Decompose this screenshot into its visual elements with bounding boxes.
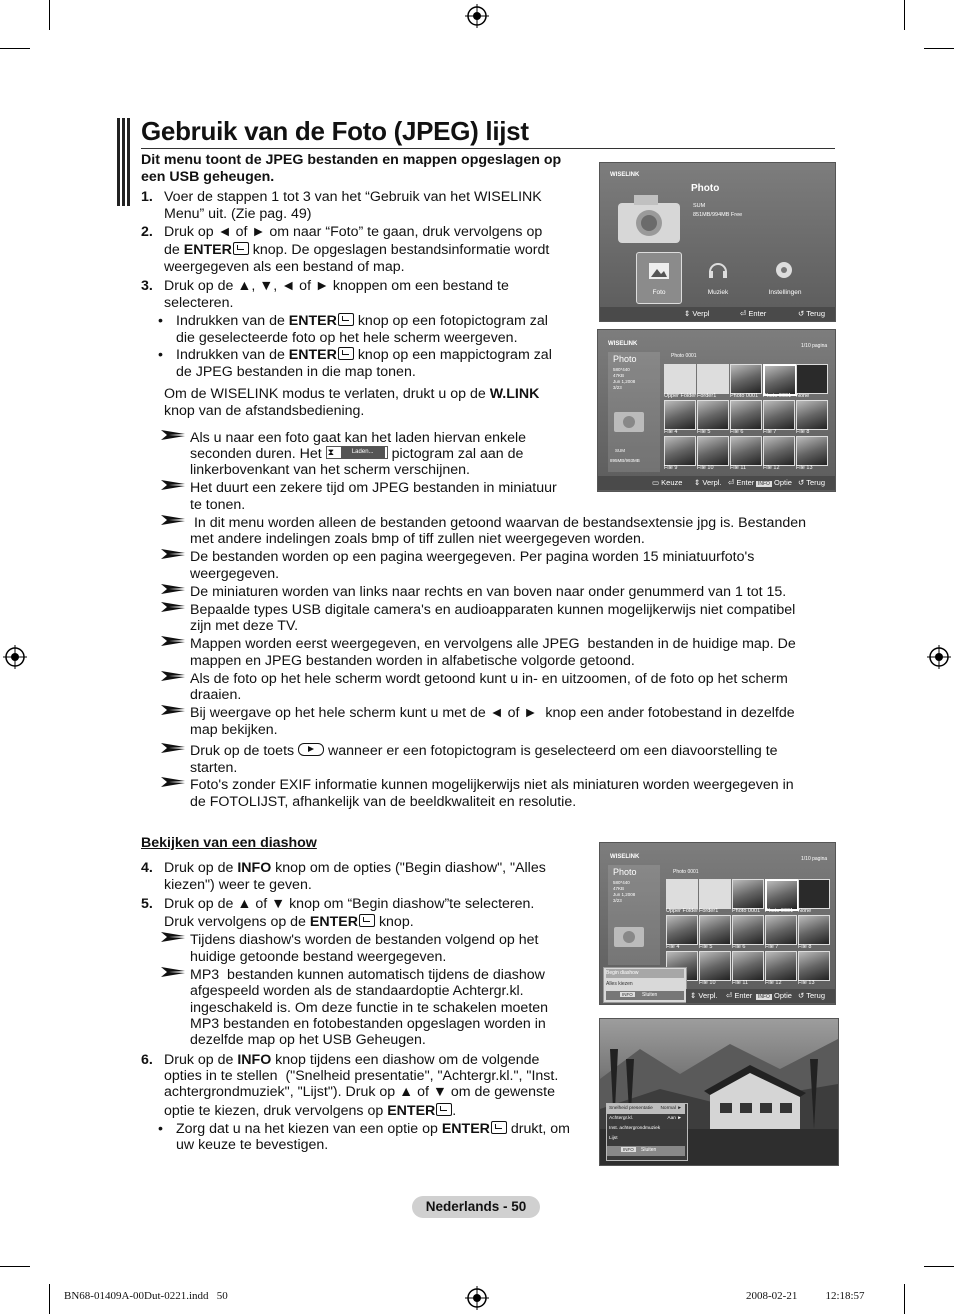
screen-heading: Photo xyxy=(691,183,720,194)
step-5-text: Druk vervolgens op de xyxy=(164,914,310,930)
headphones-icon xyxy=(706,258,730,282)
thumbnail-label: Photo 0001 xyxy=(765,908,794,914)
enter-key-label: ENTER xyxy=(288,347,337,363)
photo-thumbnail[interactable] xyxy=(796,436,828,466)
bar-label: Optie xyxy=(774,478,792,487)
note-3-line2: met andere indelingen zoals bmp of tiff zullen niet weergegeven worden. xyxy=(190,531,645,547)
meta-size: 47KB xyxy=(613,886,625,891)
footer-date: 2008-02-21 ￿￿ 12:18:57 xyxy=(746,1290,865,1302)
exit-label[interactable]: Sluiten xyxy=(641,1147,657,1153)
bullet-text: knop op een mappictogram zal xyxy=(353,347,552,363)
photo-thumbnail[interactable] xyxy=(763,364,797,396)
note-6-line2: zijn met deze TV. xyxy=(190,618,299,634)
screen-heading: Photo xyxy=(613,354,637,364)
note-text: pictogram zal aan de xyxy=(391,446,524,462)
folder-thumbnail[interactable] xyxy=(699,879,731,909)
bar-label: Terug xyxy=(806,991,825,1000)
note-10-line2: starten. xyxy=(190,760,238,776)
folder-name: Photo 0001 xyxy=(673,869,699,875)
info-badge: INFO xyxy=(758,481,770,487)
step-2-text: de xyxy=(164,242,184,258)
camera-icon xyxy=(614,189,684,247)
thumbnail-label: File 5 xyxy=(697,429,711,435)
intro-text: Dit menu toont de JPEG bestanden en mappen opgeslagen op een USB geheugen. xyxy=(141,152,562,185)
slideshow-option-row[interactable] xyxy=(607,1114,685,1124)
enter-icon xyxy=(338,313,354,326)
photo-thumbnail[interactable] xyxy=(798,879,830,909)
play-key-icon xyxy=(298,743,324,756)
step-4-text: knop om de opties ("Begin diashow", "Alles xyxy=(271,860,546,876)
crop-mark xyxy=(924,48,954,49)
photo-thumbnail[interactable] xyxy=(697,436,729,466)
photo-thumbnail[interactable] xyxy=(765,879,799,911)
diashow-note-2-line1: MP3 bestanden kunnen automatisch tijdens de diashow xyxy=(190,967,545,983)
thumbnail-label: None xyxy=(798,908,812,914)
enter-key-label: ENTER xyxy=(183,242,232,258)
enter-key-label: ENTER xyxy=(288,313,337,329)
note-6-line1: Bepaalde types USB digitale camera's en audioapparaten kunnen mogelijkerwijs niet compatibel xyxy=(190,602,796,618)
crop-mark xyxy=(49,1284,50,1314)
crop-mark xyxy=(904,1284,905,1314)
options-popup xyxy=(603,967,687,1003)
bullet-text: Indrukken van de xyxy=(176,313,289,329)
wlink-key-label: W.LINK xyxy=(489,386,540,402)
screen-bottom-bar xyxy=(686,989,835,1003)
folder-thumbnail[interactable] xyxy=(664,364,696,394)
title-bar-decoration xyxy=(117,118,131,206)
slideshow-option-row[interactable] xyxy=(607,1104,685,1114)
device-name: SUM xyxy=(693,203,706,209)
diashow-note-2-line3: ingeschakeld is. Om deze functie in te schakelen moeten xyxy=(190,1000,549,1016)
bullet-2-line1 xyxy=(176,347,552,364)
diashow-note-2-line4: MP3 bestanden en fotobestanden opgeslagen worden in xyxy=(190,1016,546,1032)
back-hint: ↺ Terug xyxy=(798,478,825,487)
bullet-dot: • xyxy=(158,313,163,329)
option-value: Normal ► xyxy=(660,1106,682,1111)
title-rule xyxy=(141,148,835,149)
note-arrow-icon xyxy=(161,549,185,559)
option-label: Snelheid presentatie xyxy=(609,1106,653,1111)
thumbnail-label: File 5 xyxy=(699,944,713,950)
registration-mark-icon xyxy=(465,4,489,28)
bullet-text: Zorg dat u na het kiezen van een optie op xyxy=(176,1121,442,1137)
note-8-line1: Als de foto op het hele scherm wordt getoond kunt u in- en uitzoomen, of de foto op het scherm xyxy=(190,671,788,687)
thumbnail-label: File 13 xyxy=(796,465,813,471)
screen-heading: Photo xyxy=(613,867,637,877)
bar-label: Optie xyxy=(774,991,792,1000)
thumbnail-label: Photo 0001 xyxy=(730,393,759,399)
photo-thumbnail[interactable] xyxy=(765,951,797,981)
thumbnail-label: File 7 xyxy=(765,944,779,950)
exit-label[interactable]: Sluiten xyxy=(642,992,658,998)
bullet-text: drukt, om xyxy=(506,1121,570,1137)
enter-hint: ⏎ Enter xyxy=(726,991,753,1000)
thumbnail-label: Upper Folder xyxy=(664,393,697,399)
info-badge: INFO xyxy=(623,1147,634,1152)
option-label: Lijst xyxy=(609,1136,618,1141)
thumbnail-label: File 4 xyxy=(666,944,680,950)
photo-thumbnail[interactable] xyxy=(664,400,696,430)
note-10-line1 xyxy=(190,743,778,760)
note-arrow-icon xyxy=(161,932,185,942)
note-9-line2: map bekijken. xyxy=(190,722,278,738)
menu-item-instellingen[interactable]: Instellingen xyxy=(768,289,802,296)
slideshow-option-row[interactable] xyxy=(607,1124,685,1134)
bullet-text: knop op een fotopictogram zal xyxy=(353,313,548,329)
note-arrow-icon xyxy=(161,743,185,753)
device-name: SUM xyxy=(615,448,625,453)
diashow-note-1-line2: huidige getoonde bestand weergegeven. xyxy=(190,949,447,965)
photo-thumbnail[interactable] xyxy=(798,915,830,945)
enter-key-label: ENTER xyxy=(309,914,358,930)
thumbnail-label: File 11 xyxy=(732,980,749,986)
page-indicator: 1/10 pagina xyxy=(801,856,828,862)
step-2-text: knop. De opgeslagen bestandsinformatie wordt xyxy=(248,242,550,258)
move-hint: ⇕ Verpl. xyxy=(690,991,718,1000)
thumbnail-label: File 13 xyxy=(798,980,815,986)
enter-icon xyxy=(338,347,354,360)
photo-thumbnail[interactable] xyxy=(730,436,762,466)
photo-thumbnail[interactable] xyxy=(763,436,795,466)
enter-icon xyxy=(233,242,249,255)
note-2-line2: te tonen. xyxy=(190,497,246,513)
photo-thumbnail[interactable] xyxy=(765,915,797,945)
note-4-line1: De bestanden worden op een pagina weergegeven. Per pagina worden 15 miniatuurfoto's xyxy=(190,549,755,565)
photo-thumbnail[interactable] xyxy=(732,879,764,909)
meta-index: 3/23 xyxy=(613,385,622,390)
enter-hint: ⏎ Enter xyxy=(728,478,755,487)
screen-photo-list-options xyxy=(599,842,836,1005)
crop-mark xyxy=(904,0,905,30)
device-size: 851MB/994MB Free xyxy=(693,212,743,218)
step-2-line2 xyxy=(164,242,549,259)
bullet-text: Indrukken van de xyxy=(176,347,289,363)
note-text: Druk op de toets xyxy=(190,743,295,759)
thumbnail-label: File 12 xyxy=(765,980,782,986)
loading-label: Laden... xyxy=(341,447,385,458)
screen-slideshow xyxy=(599,1018,839,1166)
step-6-text: Druk op de xyxy=(164,1052,238,1068)
photo-thumbnail[interactable] xyxy=(666,915,698,945)
meta-resolution: 580*440 xyxy=(613,367,630,372)
bullet-1-line1 xyxy=(176,313,548,330)
screen-bottom-bar xyxy=(600,307,835,321)
hourglass-icon: ⧗ xyxy=(327,447,335,457)
screen-photo-list xyxy=(597,329,836,492)
note-1-line1: Als u naar een foto gaat kan het laden hiervan enkele xyxy=(190,430,527,446)
meta-date: Jun 1,2008 xyxy=(613,892,636,897)
enter-hint: ⏎ Enter xyxy=(740,309,767,318)
wiselink-logo: WISELINK xyxy=(610,172,640,178)
camera-icon xyxy=(612,406,646,434)
step-3-line1: Druk op de ▲, ▼, ◄ of ► knoppen om een bestand te xyxy=(164,278,509,294)
footer-file: BN68-01409A-00Dut-0221.indd 50 xyxy=(64,1290,228,1302)
option-value: Aan ► xyxy=(667,1116,682,1121)
step-3-line2: selecteren. xyxy=(164,295,234,311)
photo-thumbnail[interactable] xyxy=(697,400,729,430)
thumbnail-label: File 9 xyxy=(664,465,678,471)
note-arrow-icon xyxy=(161,777,185,787)
meta-resolution: 580*440 xyxy=(613,880,630,885)
enter-key-label: ENTER xyxy=(387,1103,436,1119)
step-number: 3. xyxy=(141,278,153,294)
photo-thumbnail[interactable] xyxy=(732,915,764,945)
step-6-line3: achtergrondmuziek", "Lijst"). Druk op ▲ of ▼ om de gewenste xyxy=(164,1084,555,1100)
crop-mark xyxy=(924,1266,954,1267)
step-number: 6. xyxy=(141,1052,153,1068)
thumbnail-label: Forder1 xyxy=(699,908,719,914)
note-3-line1: In dit menu worden alleen de bestanden getoond waarvan de bestandsextensie jpg is. Bestanden xyxy=(190,515,807,531)
diashow-note-1-line1: Tijdens diashow's worden de bestanden volgend op het xyxy=(190,932,539,948)
photo-thumbnail[interactable] xyxy=(699,951,731,981)
note-4-line2: weergegeven. xyxy=(190,566,280,582)
step-6-text: . xyxy=(452,1103,457,1119)
section-heading: Bekijken van een diashow xyxy=(141,835,317,851)
note-11-line1: Foto's zonder EXIF informatie kunnen mogelijkerwijs niet als miniaturen worden weergegeven in xyxy=(190,777,794,793)
photo-thumbnail[interactable] xyxy=(796,400,828,430)
note-text: wanneer er een fotopictogram is geselecteerd om een diavoorstelling te xyxy=(328,743,778,759)
bullet-2-line2: de JPEG bestanden in die map tonen. xyxy=(176,364,416,380)
folder-thumbnail[interactable] xyxy=(666,879,698,909)
step-6-line1 xyxy=(164,1052,539,1069)
screen-wiselink-menu xyxy=(599,162,836,322)
bar-label: Enter xyxy=(748,309,767,318)
step-6-text: optie te kiezen, druk vervolgens op xyxy=(164,1103,388,1119)
thumbnail-label: Forder1 xyxy=(697,393,717,399)
enter-icon xyxy=(491,1121,507,1134)
page-indicator: 1/10 pagina xyxy=(801,343,828,349)
wiselink-logo: WISELINK xyxy=(608,341,638,347)
folder-thumbnail[interactable] xyxy=(697,364,729,394)
popup-footer xyxy=(607,1146,685,1156)
bar-label: Keuze xyxy=(661,478,683,487)
note-arrow-icon xyxy=(161,515,185,525)
back-hint: ↺ Terug xyxy=(798,309,825,318)
crop-mark xyxy=(0,1266,30,1267)
note-9-line1: Bij weergave op het hele scherm kunt u met de ◄ of ► knop een ander fotobestand in dezelfde xyxy=(190,705,795,721)
thumbnail-label: File 7 xyxy=(763,429,777,435)
info-hint xyxy=(756,476,792,491)
thumbnail-label: File 8 xyxy=(796,429,810,435)
note-7-line2: mappen en JPEG bestanden worden in alfabetische volgorde getoond. xyxy=(190,653,635,669)
photo-thumbnail[interactable] xyxy=(664,436,696,466)
note-7-line1: Mappen worden eerst weergegeven, en vervolgens alle JPEG bestanden in de huidige map. De xyxy=(190,636,796,652)
slideshow-option-list xyxy=(607,1104,685,1144)
screen-bottom-bar xyxy=(598,476,835,490)
option-label: Achtergr.kl. xyxy=(609,1116,633,1121)
meta-size: 47KB xyxy=(613,373,625,378)
info-badge: INFO xyxy=(758,994,770,1000)
thumbnail-label: File 10 xyxy=(697,465,714,471)
thumbnail-grid xyxy=(664,364,830,470)
wiselink-logo: WISELINK xyxy=(610,854,640,860)
slideshow-option-row[interactable] xyxy=(607,1134,685,1144)
note-arrow-icon xyxy=(161,636,185,646)
crop-mark xyxy=(0,48,30,49)
step-6-text: knop tijdens een diashow om de volgende xyxy=(271,1052,540,1068)
note-8-line2: draaien. xyxy=(190,687,242,703)
bar-label: Terug xyxy=(806,478,825,487)
registration-mark-icon xyxy=(465,1286,489,1310)
thumbnail-grid xyxy=(666,879,832,985)
settings-gear-icon xyxy=(772,258,796,282)
info-key-label: INFO xyxy=(237,1052,272,1068)
thumbnail-label: File 6 xyxy=(730,429,744,435)
note-arrow-icon xyxy=(161,967,185,977)
thumbnail-label: File 10 xyxy=(699,980,716,986)
move-hint: ⇕ Verpl xyxy=(684,309,710,318)
diashow-bullet-line2: uw keuze te bevestigen. xyxy=(176,1137,329,1153)
diashow-note-2-line5: dezelfde map op het USB Geheugen. xyxy=(190,1032,426,1048)
move-hint: ⇕ Verpl. xyxy=(694,478,722,487)
photo-thumbnail[interactable] xyxy=(732,951,764,981)
thumbnail-label: File 12 xyxy=(763,465,780,471)
step-6-line4 xyxy=(164,1103,456,1120)
loading-indicator xyxy=(326,446,388,459)
note-arrow-icon xyxy=(161,671,185,681)
diashow-note-2-line2: afgespeeld worden als de standaardoptie Achtergr.kl. xyxy=(190,983,524,999)
bar-label: Verpl xyxy=(692,309,710,318)
step-4-line1 xyxy=(164,860,546,877)
step-1-text: Voer de stappen 1 tot 3 van het “Gebruik van het WISELINK Menu” uit. (Zie pag. 49) xyxy=(164,189,542,222)
note-5: De miniaturen worden van links naar rechts en van boven naar onder genummerd van 1 tot 15. xyxy=(190,584,787,600)
note-arrow-icon xyxy=(161,705,185,715)
note-text: seconden duren. Het xyxy=(190,446,322,462)
bar-label: Terug xyxy=(806,309,825,318)
camera-icon xyxy=(612,921,646,949)
bar-label: Enter xyxy=(736,478,755,487)
step-2-line1: Druk op ◄ of ► om naar “Foto” te gaan, druk vervolgens op xyxy=(164,224,543,240)
step-number: 1. xyxy=(141,189,153,205)
step-4-line2: kiezen") weer te geven. xyxy=(164,877,312,893)
exit-line1 xyxy=(164,386,539,403)
photo-thumbnail[interactable] xyxy=(763,400,795,430)
thumbnail-label: File 6 xyxy=(732,944,746,950)
page-number-badge: Nederlands - 50 xyxy=(412,1196,540,1218)
step-2-line3: weergegeven als een bestand of map. xyxy=(164,259,405,275)
info-key-label: INFO xyxy=(237,860,272,876)
step-5-text: knop. xyxy=(375,914,414,930)
enter-icon xyxy=(359,914,375,927)
meta-date: Jun 1,2008 xyxy=(613,379,636,384)
note-arrow-icon xyxy=(161,480,185,490)
thumbnail-label: Photo 0001 xyxy=(732,908,761,914)
info-hint xyxy=(756,989,792,1004)
photo-thumbnail[interactable] xyxy=(699,915,731,945)
thumbnail-label: None xyxy=(796,393,810,399)
photo-thumbnail[interactable] xyxy=(730,400,762,430)
step-number: 4. xyxy=(141,860,153,876)
step-6-line2: opties in te stellen ("Snelheid presentatie", "Achtergr.kl.", "Inst. xyxy=(164,1068,559,1084)
option-begin-diashow[interactable]: Begin diashow xyxy=(606,969,684,978)
bullet-1-line2: die geselecteerde foto op het hele scherm weergeven. xyxy=(176,330,518,346)
bar-label: Enter xyxy=(734,991,753,1000)
thumbnail-label: File 8 xyxy=(798,944,812,950)
registration-mark-icon xyxy=(3,645,27,669)
photo-icon xyxy=(647,259,671,283)
option-alles-kiezen[interactable]: Alles kiezen xyxy=(606,981,633,987)
option-label: Inst. achtergrondmuziek xyxy=(609,1126,661,1131)
exit-text: Om de WISELINK modus te verlaten, drukt u op de xyxy=(164,386,490,402)
select-hint: ▭ Keuze xyxy=(652,478,683,487)
popup-footer xyxy=(606,991,684,1000)
step-4-text: Druk op de xyxy=(164,860,238,876)
info-badge: INFO xyxy=(622,992,633,997)
note-1-line2 xyxy=(190,446,523,463)
thumbnail-label: Upper Folder xyxy=(666,908,699,914)
step-number: 5. xyxy=(141,896,153,912)
note-1-line3: linkerbovenkant van het scherm verschijnen. xyxy=(190,462,470,478)
device-size: 895MB/993MB xyxy=(610,458,640,463)
meta-index: 3/23 xyxy=(613,898,622,903)
exit-line2: knop van de afstandsbediening. xyxy=(164,403,365,419)
folder-name: Photo 0001 xyxy=(671,353,697,359)
back-hint: ↺ Terug xyxy=(798,991,825,1000)
photo-thumbnail[interactable] xyxy=(798,951,830,981)
note-arrow-icon xyxy=(161,430,185,440)
bar-label: Verpl. xyxy=(698,991,718,1000)
photo-thumbnail[interactable] xyxy=(730,364,762,394)
bullet-dot: • xyxy=(158,1121,163,1137)
note-11-line2: de FOTOLIJST, afhankelijk van de beeldkwaliteit en resolutie. xyxy=(190,794,577,810)
step-number: 2. xyxy=(141,224,153,240)
crop-mark xyxy=(49,0,50,30)
bullet-dot: • xyxy=(158,347,163,363)
photo-thumbnail[interactable] xyxy=(796,364,828,394)
thumbnail-label: File 11 xyxy=(730,465,747,471)
registration-mark-icon xyxy=(927,645,951,669)
step-5-line1: Druk op de ▲ of ▼ knop om “Begin diashow”te selecteren. xyxy=(164,896,535,912)
menu-item-foto[interactable] xyxy=(636,252,682,304)
note-arrow-icon xyxy=(161,602,185,612)
note-2-line1: Het duurt een zekere tijd om JPEG bestanden in miniatuur xyxy=(190,480,557,496)
thumbnail-label: File 4 xyxy=(664,429,678,435)
page-title: Gebruik van de Foto (JPEG) lijst xyxy=(141,116,529,146)
diashow-bullet-line1 xyxy=(176,1121,570,1138)
enter-icon xyxy=(436,1103,452,1116)
step-5-line2 xyxy=(164,914,414,931)
bar-label: Verpl. xyxy=(702,478,722,487)
menu-item-muziek[interactable]: Muziek xyxy=(707,289,729,296)
note-arrow-icon xyxy=(161,584,185,594)
menu-label: Foto xyxy=(652,289,666,296)
enter-key-label: ENTER xyxy=(441,1121,490,1137)
thumbnail-label: Photo 0001 xyxy=(763,393,792,399)
